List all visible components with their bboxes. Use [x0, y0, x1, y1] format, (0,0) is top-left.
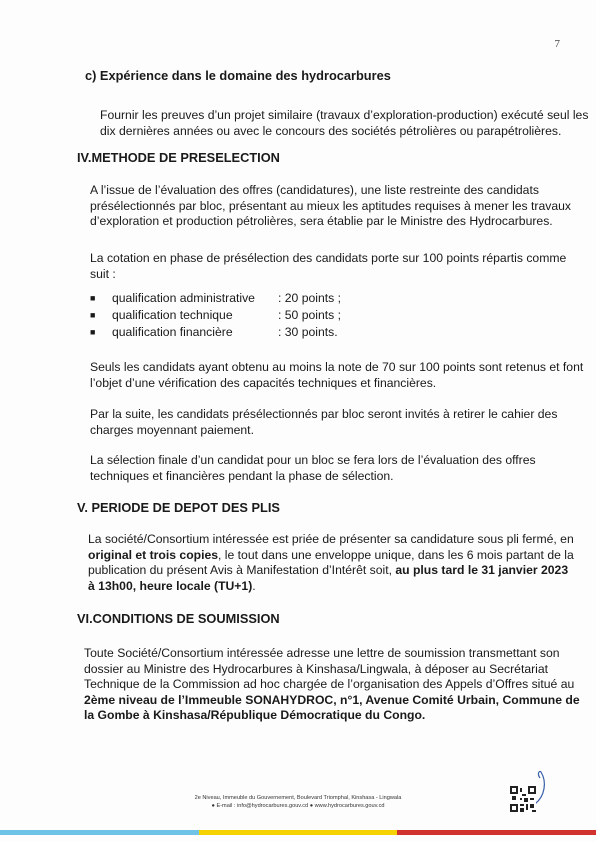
text-line: dossier au Ministre des Hydrocarbures à Kinshasa/Lingwala, à déposer au Secrétariat: [84, 661, 549, 676]
text-line: [84, 708, 558, 724]
section-iv-title: IV.METHODE DE PRESELECTION: [77, 150, 280, 165]
section-v-body: [88, 532, 574, 594]
section-iv-para-3: [90, 360, 584, 391]
bold-text: original et trois copies: [88, 547, 219, 562]
bullet-icon: ■: [90, 310, 96, 320]
section-iv-para-4: [90, 407, 558, 438]
text-line: [88, 563, 569, 579]
footer-contact: ● E-mail : info@hydrocarbures.gouv.cd ● www.hydrocarbures.gouv.cd: [211, 803, 385, 809]
section-c-body: [100, 108, 589, 139]
flag-color-stripe: [0, 830, 596, 835]
stripe-red: [397, 830, 596, 835]
text-line: A l’issue de l’évaluation des offres (candidatures), une liste restreinte des candidats: [90, 183, 539, 197]
list-item-label: qualification administrative: [112, 291, 255, 305]
section-iv-para-5: [90, 453, 558, 484]
bullet-icon: ■: [90, 293, 96, 303]
text-run: publication du présent Avis à Manifestation d’Intérêt soit,: [88, 563, 396, 578]
stripe-blue: [0, 830, 199, 835]
text-line: Technique de la Commission ad hoc chargée de l’organisation des Appels d’Offres situé au: [84, 677, 575, 692]
text-line: [88, 579, 558, 595]
list-item: [90, 324, 341, 341]
section-v-title: V. PERIODE DE DEPOT DES PLIS: [77, 500, 280, 515]
list-item-value: : 20 points ;: [278, 291, 342, 305]
page-footer: [0, 794, 596, 810]
text-run: , le tout dans une enveloppe unique, dans les 6 mois partant de la: [218, 547, 574, 562]
text-line: présélectionnés par bloc, présentant au mieux les aptitudes requises à mener les travaux: [90, 198, 571, 213]
text-line: Fournir les preuves d’un projet similaire (travaux d’exploration-production) exécuté seul les: [100, 108, 589, 122]
bold-superscript: [84, 693, 115, 707]
stripe-yellow: [199, 830, 398, 835]
text-line: charges moyennant paiement.: [90, 422, 254, 437]
superscript-text: 2ème: [84, 692, 116, 707]
text-line: La sélection finale d’un candidat pour un bloc se fera lors de l’évaluation des offres: [90, 453, 536, 467]
scoring-list: [90, 290, 341, 341]
list-item-label: qualification technique: [112, 308, 233, 322]
text-line: La cotation en phase de présélection des candidats porte sur 100 points répartis comme: [90, 251, 567, 265]
text-line: d’exploration et production pétrolières, sera établie par le Ministre des Hydrocarbures.: [90, 214, 553, 229]
text-run: .: [252, 578, 256, 593]
section-iv-para-2: [90, 251, 567, 282]
text-line: La société/Consortium intéressée est priée de présenter sa candidature sous pli fermé, en: [88, 532, 574, 546]
text-line: techniques et financières pendant la phase de sélection.: [90, 468, 394, 483]
bold-text: la Gombe à Kinshasa/République Démocratique du Congo.: [84, 708, 426, 723]
text-line: l’objet d’une vérification des capacités techniques et financières.: [90, 375, 437, 390]
bold-text: niveau de l’Immeuble SONAHYDROC, n°1, Avenue Comité Urbain, Commune de: [115, 692, 580, 707]
page-number: 7: [554, 38, 560, 50]
list-item-value: : 50 points ;: [278, 308, 342, 322]
text-line: [88, 547, 574, 564]
text-line: [84, 692, 580, 709]
text-line: Par la suite, les candidats présélectionnés par bloc seront invités à retirer le cahier des: [90, 407, 558, 421]
bold-text: au plus tard le 31 janvier 2023: [395, 563, 569, 578]
list-item: [90, 307, 341, 324]
footer-address: 2e Niveau, Immeuble du Gouvernement, Boulevard Triomphal, Kinshasa - Lingwala: [194, 795, 402, 801]
section-vi-title: VI.CONDITIONS DE SOUMISSION: [77, 611, 280, 626]
bold-text: à 13h00, heure locale (TU+1): [88, 578, 253, 593]
text-line: dix dernières années ou avec le concours des sociétés pétrolières ou parapétrolières.: [100, 123, 562, 138]
list-item: [90, 290, 341, 307]
text-line: Toute Société/Consortium intéressée adresse une lettre de soumission transmettant son: [84, 646, 560, 660]
list-item-value: : 30 points.: [278, 325, 338, 339]
list-item-label: qualification financière: [112, 325, 233, 339]
section-iv-para-1: [90, 183, 571, 230]
section-c-title: c) Expérience dans le domaine des hydrocarbures: [85, 68, 391, 83]
text-line: suit :: [90, 266, 116, 281]
bullet-icon: ■: [90, 327, 96, 337]
section-vi-body: [84, 646, 580, 724]
text-line: Seuls les candidats ayant obtenu au moins la note de 70 sur 100 points sont retenus et font: [90, 360, 584, 374]
qr-code-icon: [510, 786, 536, 812]
